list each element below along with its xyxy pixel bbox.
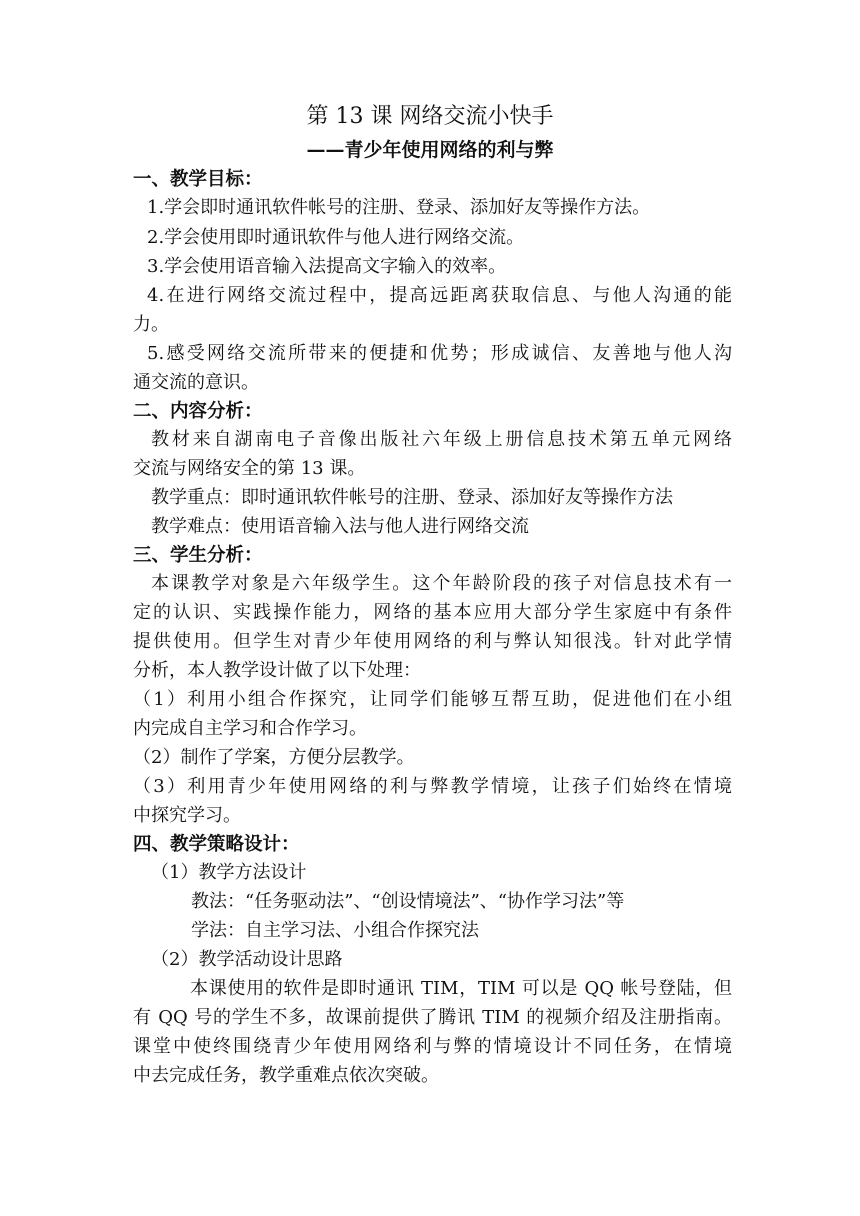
section-heading-content: 二、内容分析： (133, 401, 263, 422)
objective-item: 1.学会即时通讯软件帐号的注册、登录、添加好友等操作方法。 (147, 197, 651, 218)
section-heading-objectives: 一、教学目标： (133, 169, 263, 190)
teaching-focus: 教学重点：即时通讯软件帐号的注册、登录、添加好友等操作方法 (151, 487, 673, 508)
students-paragraph-line: 本课教学对象是六年级学生。这个年龄阶段的孩子对信息技术有一 (151, 573, 732, 594)
strategy-subheading: （2）教学活动设计思路 (151, 949, 343, 970)
students-list-item-continued: 内完成自主学习和合作学习。 (133, 718, 367, 739)
teaching-method: 教法：“任务驱动法”、“创设情境法”、“协作学习法”等 (191, 891, 625, 912)
students-list-item-continued: 中探究学习。 (133, 805, 241, 826)
objective-item: 4.在进行网络交流过程中，提高远距离获取信息、与他人沟通的能 (147, 285, 732, 306)
students-list-item: （3）利用青少年使用网络的利与弊教学情境，让孩子们始终在情境 (133, 776, 732, 797)
teaching-difficulty: 教学难点：使用语音输入法与他人进行网络交流 (151, 516, 529, 537)
content-paragraph-line: 教材来自湖南电子音像出版社六年级上册信息技术第五单元网络 (151, 429, 732, 450)
strategy-paragraph-line: 本课使用的软件是即时通讯 TIM，TIM 可以是 QQ 帐号登陆，但 (190, 978, 732, 999)
learning-method: 学法：自主学习法、小组合作探究法 (191, 920, 479, 941)
students-paragraph-line: 分析，本人教学设计做了以下处理： (133, 660, 421, 681)
section-heading-strategy: 四、教学策略设计： (133, 834, 300, 855)
content-paragraph-line: 交流与网络安全的第 13 课。 (133, 458, 366, 479)
objective-item-continued: 力。 (133, 314, 169, 335)
section-heading-students: 三、学生分析： (133, 545, 263, 566)
objective-item: 5.感受网络交流所带来的便捷和优势；形成诚信、友善地与他人沟 (147, 343, 732, 364)
objective-item-continued: 通交流的意识。 (133, 372, 259, 393)
strategy-paragraph-line: 有 QQ 号的学生不多，故课前提供了腾讯 TIM 的视频介绍及注册指南。 (133, 1007, 732, 1028)
students-paragraph-line: 提供使用。但学生对青少年使用网络的利与弊认知很浅。针对此学情 (133, 631, 732, 652)
doc-title: 第 13 课 网络交流小快手 (306, 104, 554, 129)
objective-item: 2.学会使用即时通讯软件与他人进行网络交流。 (147, 227, 525, 248)
students-list-item: （1）利用小组合作探究，让同学们能够互帮互助，促进他们在小组 (133, 689, 732, 710)
strategy-subheading: （1）教学方法设计 (151, 862, 307, 883)
doc-subtitle: ——青少年使用网络的利与弊 (306, 139, 554, 161)
students-paragraph-line: 定的认识、实践操作能力，网络的基本应用大部分学生家庭中有条件 (133, 602, 732, 623)
strategy-paragraph-line: 中去完成任务，教学重难点依次突破。 (133, 1065, 439, 1086)
students-list-item: （2）制作了学案，方便分层教学。 (133, 747, 415, 768)
strategy-paragraph-line: 课堂中使终围绕青少年使用网络利与弊的情境设计不同任务，在情境 (133, 1036, 732, 1057)
objective-item: 3.学会使用语音输入法提高文字输入的效率。 (147, 256, 507, 277)
